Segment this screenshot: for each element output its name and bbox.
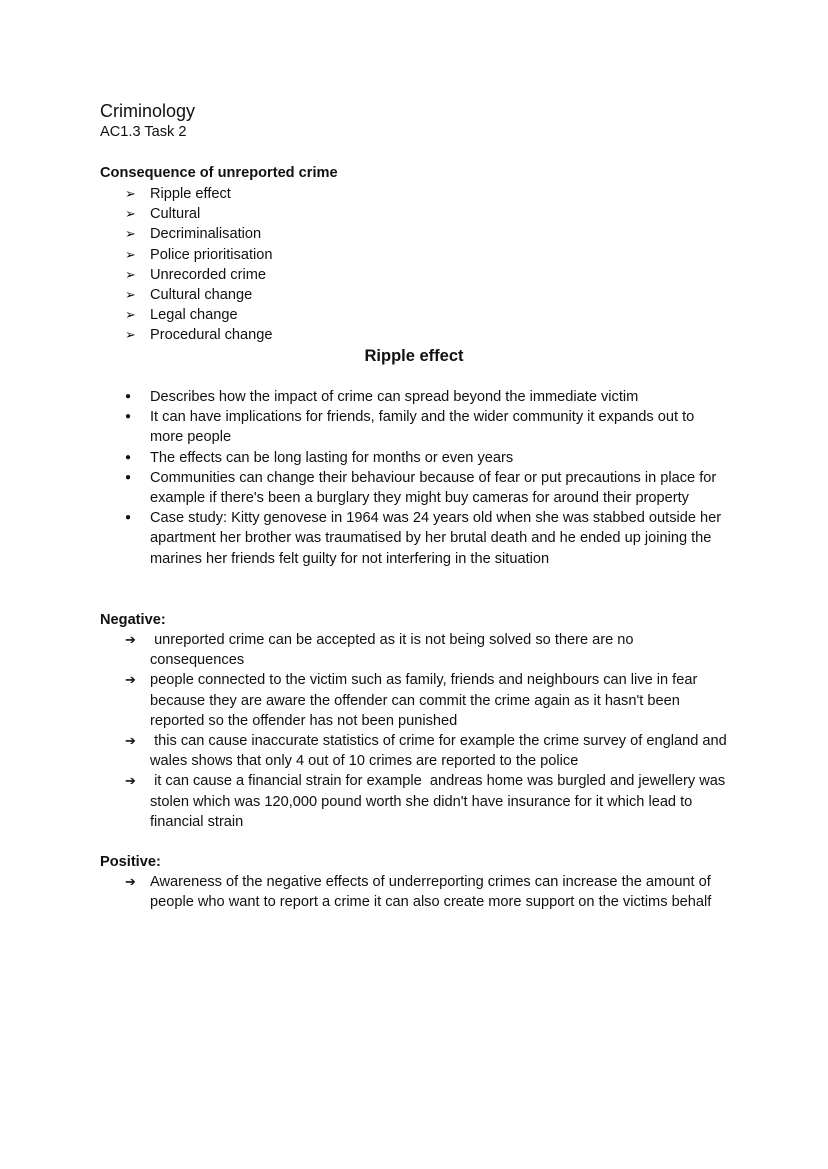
list-item: ➢ Decriminalisation: [100, 224, 740, 244]
list-item: ➔ unreported crime can be accepted as it is not being solved so there are no consequences: [125, 632, 638, 669]
list-item: ➢ Police prioritisation: [100, 245, 740, 265]
list-item: ➔ people connected to the victim such as family, friends and neighbours can live in fear because they are aware the offender can commit the crime again as it hasn't been reported so the offender has not been punished: [125, 672, 698, 729]
list-item: ● The effects can be long lasting for months or even years: [100, 448, 730, 468]
consequences-heading: Consequence of unreported crime: [100, 165, 338, 181]
ripple-effect-list: [100, 387, 730, 569]
list-item: ➢ Unrecorded crime: [100, 265, 740, 285]
bullet-dot-icon: ●: [125, 451, 132, 463]
arrowhead-bullet-icon: ➢: [125, 226, 136, 242]
positive-heading: Positive:: [100, 854, 161, 870]
list-item: ● Case study: Kitty genovese in 1964 was 24 years old when she was stabbed outside her apartment her brother was traumatised by her brutal death and he ended up joining the marines her friends felt guilty for not interfering in the situation: [125, 510, 722, 567]
arrowhead-bullet-icon: ➢: [125, 287, 136, 303]
bullet-dot-icon: ●: [125, 512, 132, 524]
arrowhead-bullet-icon: ➢: [125, 307, 136, 323]
negative-heading: Negative:: [100, 612, 166, 628]
list-item: ➢ Cultural change: [100, 285, 740, 305]
arrowhead-bullet-icon: ➢: [125, 186, 136, 201]
list-item: ➢ Legal change: [100, 305, 740, 325]
list-item: ➔ this can cause inaccurate statistics of crime for example the crime survey of england and wales shows that only 4 out of 10 crimes are reported to the police: [125, 733, 731, 770]
positive-list: [100, 872, 730, 912]
list-item: ➢ Cultural: [100, 204, 740, 224]
consequences-list: [100, 184, 740, 346]
ripple-effect-heading: Ripple effect: [364, 347, 464, 365]
list-item: ● It can have implications for friends, family and the wider community it expands out to more people: [125, 409, 695, 446]
arrowhead-bullet-icon: ➢: [125, 266, 136, 282]
list-item: ➢ Procedural change: [100, 325, 740, 345]
arrow-bullet-icon: ➔: [125, 632, 136, 647]
bullet-dot-icon: ●: [125, 411, 132, 423]
document-title: Criminology: [100, 101, 196, 121]
arrow-bullet-icon: ➔: [125, 672, 136, 688]
bullet-dot-icon: ●: [125, 391, 132, 402]
list-item: ➔ Awareness of the negative effects of underreporting crimes can increase the amount of people who want to report a crime it can also create more support on the victims behalf: [125, 874, 712, 911]
list-item: ● Communities can change their behaviour because of fear or put precautions in place for example if there's been a burglary they might buy cameras for around their property: [125, 469, 717, 507]
arrow-bullet-icon: ➔: [125, 773, 136, 789]
list-item: ➢ Ripple effect: [100, 184, 740, 204]
arrowhead-bullet-icon: ➢: [125, 246, 136, 262]
bullet-dot-icon: ●: [125, 471, 132, 483]
arrowhead-bullet-icon: ➢: [125, 206, 136, 222]
arrow-bullet-icon: ➔: [125, 874, 136, 889]
list-item: ● Describes how the impact of crime can spread beyond the immediate victim: [100, 387, 730, 407]
document-subtitle: AC1.3 Task 2: [100, 124, 187, 140]
list-item: ➔ it can cause a financial strain for example andreas home was burgled and jewellery was stolen which was 120,000 pound worth she didn't have insurance for it which lead to financial strain: [125, 773, 730, 830]
arrowhead-bullet-icon: ➢: [125, 327, 136, 343]
negative-list: [100, 630, 730, 832]
arrow-bullet-icon: ➔: [125, 733, 136, 749]
